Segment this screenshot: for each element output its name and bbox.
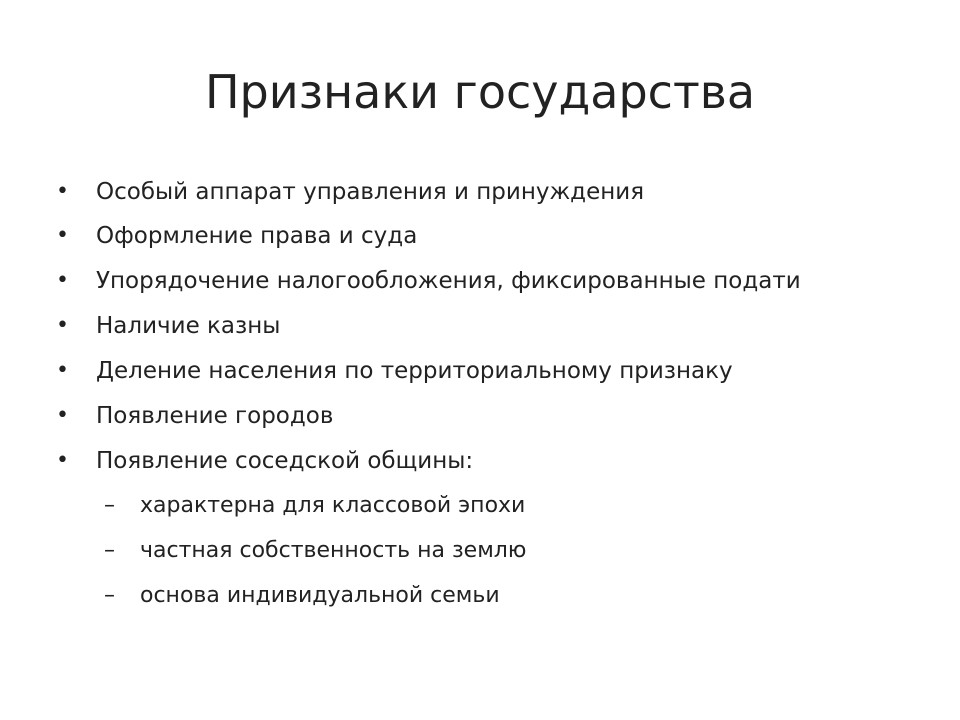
bullet-icon: • — [56, 403, 69, 428]
bullet-icon: • — [56, 268, 69, 293]
list-item — [0, 261, 960, 301]
sub-list-item — [0, 531, 960, 571]
dash-icon: – — [104, 538, 115, 563]
list-item — [0, 306, 960, 346]
dash-icon: – — [104, 583, 115, 608]
list-item-label: Деление населения по территориальному признаку — [96, 358, 733, 384]
list-item-label: Появление городов — [96, 403, 334, 429]
bullet-icon: • — [56, 448, 69, 473]
list-item — [0, 172, 960, 212]
bullet-icon: • — [56, 358, 69, 383]
bullet-icon: • — [56, 179, 69, 204]
sub-list-item-label: частная собственность на землю — [140, 538, 527, 563]
sub-list-item — [0, 486, 960, 526]
list-item — [0, 441, 960, 481]
list-item-label: Оформление права и суда — [96, 223, 418, 249]
list-item — [0, 216, 960, 256]
sub-list-item-label: характерна для классовой эпохи — [140, 493, 526, 518]
list-item-label: Появление соседской общины: — [96, 448, 474, 474]
list-item-label: Наличие казны — [96, 313, 281, 339]
list-item — [0, 351, 960, 391]
list-item — [0, 396, 960, 436]
dash-icon: – — [104, 493, 115, 518]
slide-title: Признаки государства — [204, 65, 756, 119]
bullet-icon: • — [56, 313, 69, 338]
list-item-label: Упорядочение налогообложения, фиксированные подати — [96, 268, 801, 294]
sub-list-item — [0, 576, 960, 616]
sub-list-item-label: основа индивидуальной семьи — [140, 583, 500, 608]
bullet-icon: • — [56, 223, 69, 248]
list-item-label: Особый аппарат управления и принуждения — [96, 179, 645, 205]
